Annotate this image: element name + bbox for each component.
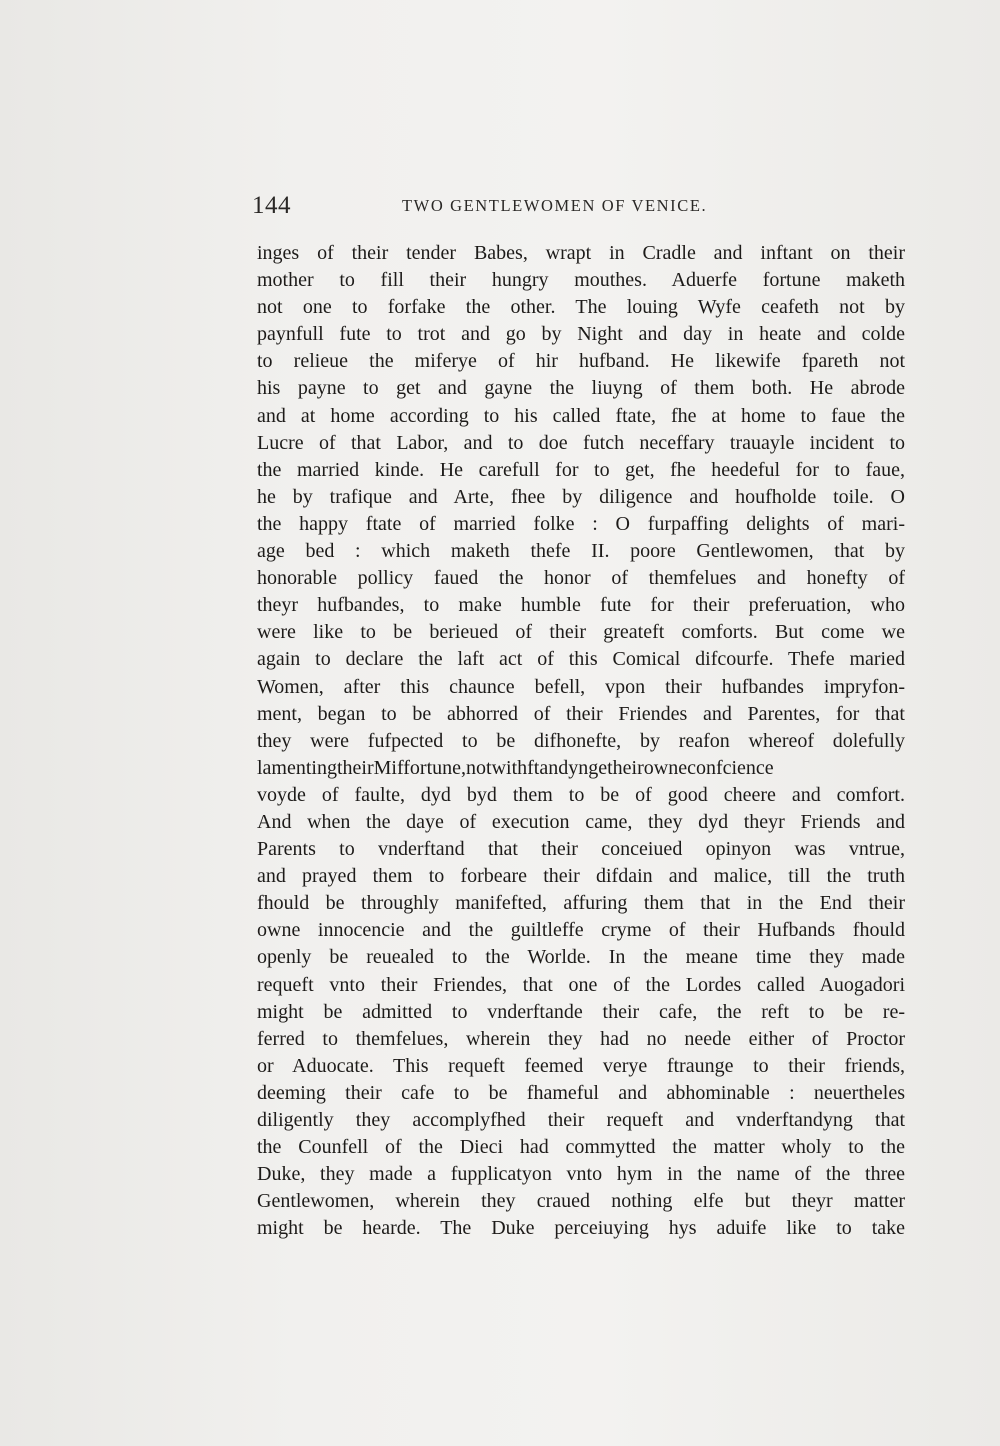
text-line: voyde of faulte, dyd byd them to be of good cheere and comfort. [257, 783, 905, 806]
text-line: and prayed them to forbeare their difdain and malice, till the truth [257, 865, 905, 888]
text-line: honorable pollicy faued the honor of themfelues and honefty of [257, 567, 905, 590]
text-line: to relieue the miferye of hir hufband. He likewife fpareth not [257, 350, 905, 373]
text-line: age bed : which maketh thefe II. poore Gentlewomen, that by [257, 540, 905, 563]
running-head [252, 186, 902, 226]
text-line: and at home according to his called ftate, fhe at home to faue the [257, 404, 905, 427]
text-line: And when the daye of execution came, they dyd theyr Friends and [257, 810, 905, 833]
text-line: Lucre of that Labor, and to doe futch neceffary trauayle incident to [257, 431, 905, 454]
text-line: ferred to themfelues, wherein they had no neede either of Proctor [257, 1027, 905, 1050]
text-line: they were fufpected to be difhonefte, by reafon whereof dolefully [257, 729, 905, 752]
page-number: 144 [252, 192, 291, 219]
text-line: deeming their cafe to be fhameful and abhominable : neuertheles [257, 1081, 905, 1104]
text-line: the Counfell of the Dieci had commytted the matter wholy to the [257, 1136, 905, 1159]
text-line: Women, after this chaunce befell, vpon their hufbandes impryfon- [257, 675, 905, 698]
text-line: or Aduocate. This requeft feemed verye ftraunge to their friends, [257, 1054, 905, 1077]
text-line: his payne to get and gayne the liuyng of them both. He abrode [257, 377, 905, 400]
text-line: ment, began to be abhorred of their Friendes and Parentes, for that [257, 702, 905, 725]
text-line: owne innocencie and the guiltleffe cryme of their Hufbands fhould [257, 919, 905, 942]
text-line: the happy ftate of married folke : O furpaffing delights of mari- [257, 512, 905, 535]
text-line: were like to be berieued of their greateft comforts. But come we [257, 621, 905, 644]
text-line: paynfull fute to trot and go by Night and day in heate and colde [257, 323, 905, 346]
text-line: Gentlewomen, wherein they craued nothing elfe but theyr matter [257, 1190, 905, 1213]
text-line: diligently they accomplyfhed their requeft and vnderftandyng that [257, 1109, 905, 1131]
text-line: Duke, they made a fupplicatyon vnto hym in the name of the three [257, 1163, 905, 1186]
text-line: might be hearde. The Duke perceiuying hys aduife like to take [257, 1217, 905, 1240]
text-line: Parents to vnderftand that their conceiued opinyon was vntrue, [257, 838, 905, 861]
text-line: openly be reuealed to the Worlde. In the meane time they made [257, 946, 905, 969]
text-line: requeft vnto their Friendes, that one of the Lordes called Auogadori [257, 973, 905, 996]
body-text [257, 240, 905, 1242]
text-line: fhould be throughly manifefted, affuring them that in the End their [257, 892, 905, 915]
text-line: lamentingtheirMiffortune,notwithftandyngetheirowneconfcience [257, 756, 774, 779]
text-line: the married kinde. He carefull for to get, fhe heedeful for to faue, [257, 458, 905, 481]
text-line: he by trafique and Arte, fhee by diligence and houfholde toile. O [257, 485, 905, 508]
text-line: inges of their tender Babes, wrapt in Cradle and inftant on their [257, 242, 905, 264]
text-line: theyr hufbandes, to make humble fute for their preferuation, who [257, 594, 905, 617]
text-line: might be admitted to vnderftande their cafe, the reft to be re- [257, 1000, 905, 1023]
text-line: mother to fill their hungry mouthes. Aduerfe fortune maketh [257, 269, 905, 292]
running-title: TWO GENTLEWOMEN OF VENICE. [402, 196, 708, 215]
text-line: not one to forfake the other. The louing Wyfe ceafeth not by [257, 296, 905, 319]
text-line: again to declare the laft act of this Comical difcourfe. Thefe maried [257, 648, 905, 671]
